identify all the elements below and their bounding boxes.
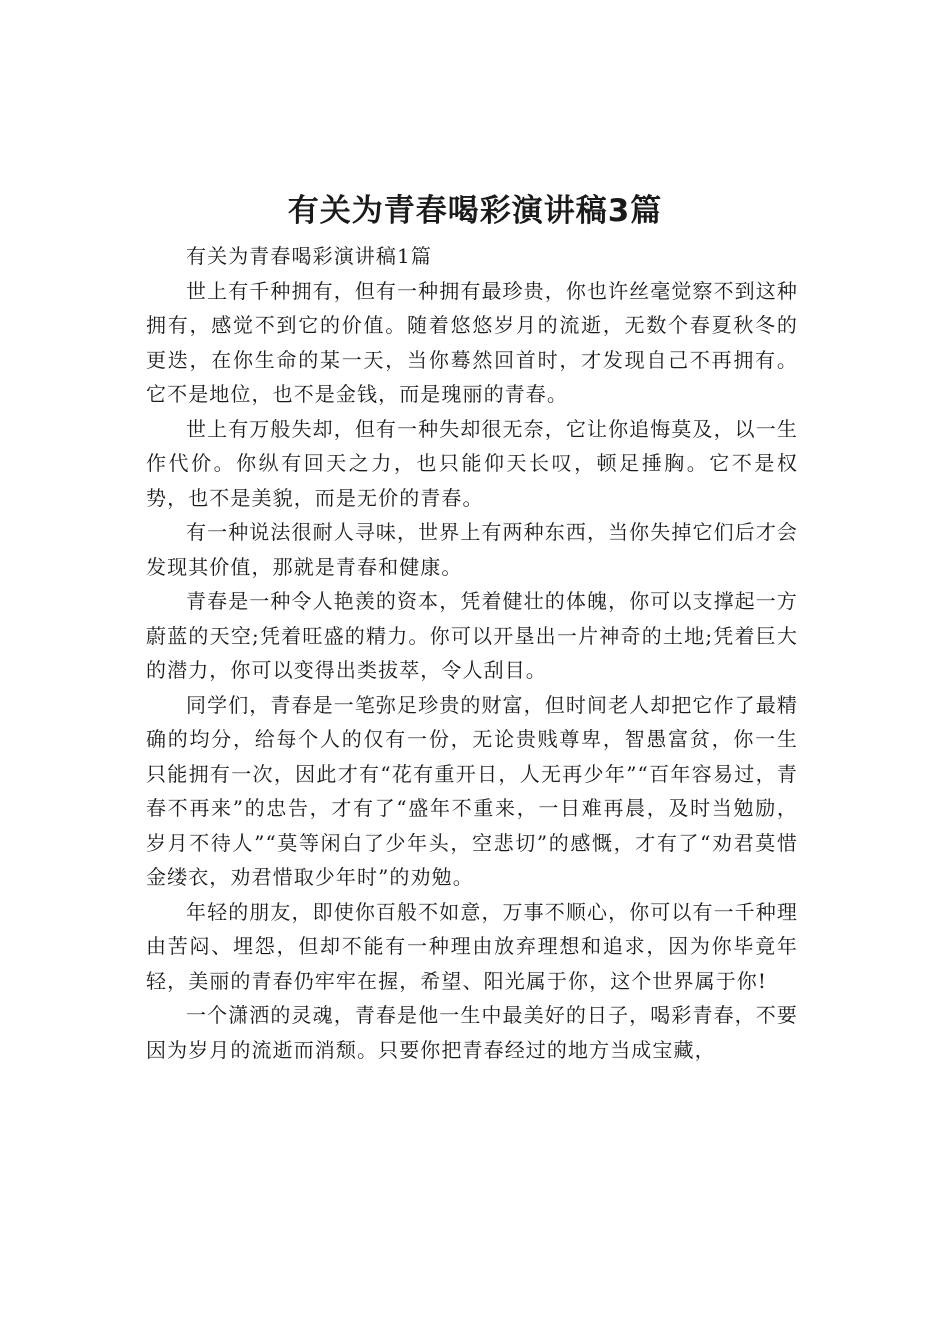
paragraph: 一个潇洒的灵魂，青春是他一生中最美好的日子，喝彩青春，不要因为岁月的流逝而消颓。只要你把青春经过的地方当成宝藏， [146,1003,798,1062]
paragraph: 世上有千种拥有，但有一种拥有最珍贵，你也许丝毫觉察不到这种拥有，感觉不到它的价值。随着悠悠岁月的流逝，无数个春夏秋冬的更迭，在你生命的某一天，当你蓦然回首时，才发现自己不再拥有。它不是地位，也不是金钱，而是瑰丽的青春。 [146,278,798,406]
paragraph: 年轻的朋友，即使你百般不如意，万事不顺心，你可以有一千种理由苦闷、埋怨，但却不能有一种理由放弃理想和追求，因为你毕竟年轻，美丽的青春仍牢牢在握，希望、阳光属于你，这个世界属于你! [146,899,798,993]
section-heading: 有关为青春喝彩演讲稿1篇 [186,244,432,268]
paragraph: 青春是一种令人艳羡的资本，凭着健壮的体魄，你可以支撑起一方蔚蓝的天空;凭着旺盛的精力。你可以开垦出一片神奇的土地;凭着巨大的潜力，你可以变得出类拔萃，令人刮目。 [146,589,798,682]
document-body [146,239,798,1067]
paragraph: 同学们，青春是一笔弥足珍贵的财富，但时间老人却把它作了最精确的均分，给每个人的仅有一份，无论贵贱尊卑，智愚富贫，你一生只能拥有一次，因此才有“花有重开日，人无再少年”“百年容易过，青春不再来”的忠告，才有了“盛年不重来，一日难再晨，及时当勉励，岁月不待人”“莫等闲白了少年头，空悲切”的感慨，才有了“劝君莫惜金缕衣，劝君惜取少年时”的劝勉。 [146,692,798,889]
document-title: 有关为青春喝彩演讲稿3篇 [287,193,663,229]
paragraph: 有一种说法很耐人寻味，世界上有两种东西，当你失掉它们后才会发现其价值，那就是青春和健康。 [146,520,798,579]
paragraph: 世上有万般失却，但有一种失却很无奈，它让你追悔莫及，以一生作代价。你纵有回天之力，也只能仰天长叹，顿足捶胸。它不是权势，也不是美貌，而是无价的青春。 [146,416,798,510]
